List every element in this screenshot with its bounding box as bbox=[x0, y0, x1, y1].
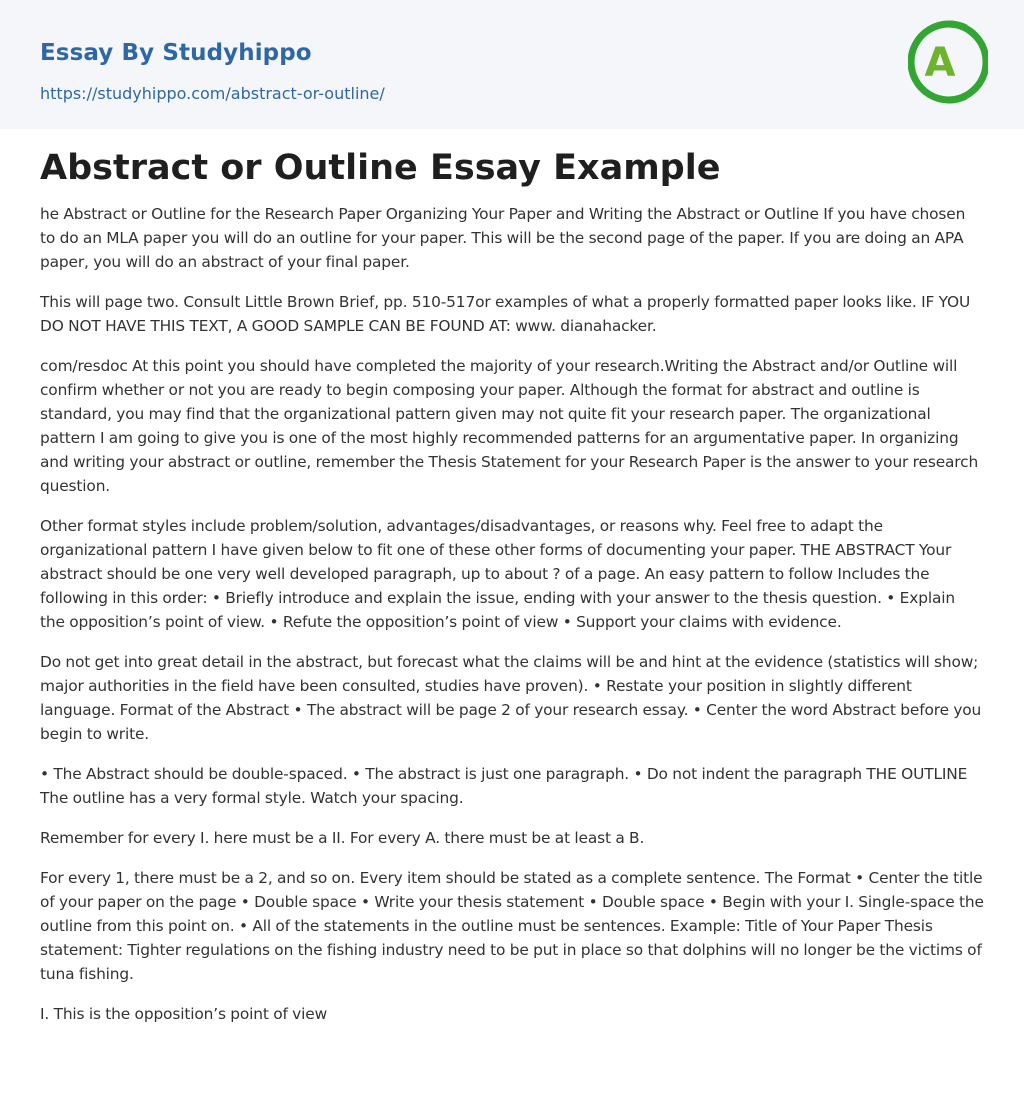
site-header bbox=[0, 0, 1024, 129]
article-paragraph: Do not get into great detail in the abstract, but forecast what the claims will be and hint at the evidence (statistics will show; major authorities in the field have been consulted, studies have proven). • Restate your position in slightly different language. Format of the Abstract • The abstract will be page 2 of your research essay. • Center the word Abstract before you begin to write. bbox=[40, 653, 982, 743]
article-paragraph: Remember for every I. here must be a II. For every A. there must be at least a B. bbox=[40, 829, 645, 847]
article-paragraph: For every 1, there must be a 2, and so on. Every item should be stated as a complete sentence. The Format • Center the title of your paper on the page • Double space • Write your thesis statement • Double space • Begin with your I. Single-space the outline from this point on. • All of the statements in the outline must be sentences. Example: Title of Your Paper Thesis statement: Tighter regulations on the fishing industry need to be put in place so that dolphins will no longer be the victims of tuna fishing. bbox=[40, 869, 984, 983]
article-paragraph: com/resdoc At this point you should have completed the majority of your research.Writing the Abstract and/or Outline will confirm whether or not you are ready to begin composing your paper. Although the format for abstract and outline is standard, you may find that the organizational pattern given may not quite fit your research paper. The organizational pattern I am going to give you is one of the most highly recommended patterns for an argumentative paper. In organizing and writing your abstract or outline, remember the Thesis Statement for your Research Paper is the answer to your research question. bbox=[40, 357, 979, 495]
brand-title[interactable]: Essay By Studyhippo bbox=[40, 40, 312, 66]
article-paragraph: • The Abstract should be double-spaced. • The abstract is just one paragraph. • Do not indent the paragraph THE OUTLINE The outline has a very formal style. Watch your spacing. bbox=[40, 765, 968, 807]
article-paragraph: he Abstract or Outline for the Research Paper Organizing Your Paper and Writing the Abstract or Outline If you have chosen to do an MLA paper you will do an outline for your paper. This will be the second page of the paper. If you are doing an APA paper, you will do an abstract of your final paper. bbox=[40, 205, 966, 271]
article-paragraph: This will page two. Consult Little Brown Brief, pp. 510-517or examples of what a properly formatted paper looks like. IF YOU DO NOT HAVE THIS TEXT, A GOOD SAMPLE CAN BE FOUND AT: www. dianahacker. bbox=[40, 293, 971, 335]
article bbox=[40, 144, 984, 1042]
logo-letter: A bbox=[924, 40, 956, 86]
studyhippo-logo-icon[interactable] bbox=[908, 20, 988, 104]
article-title: Abstract or Outline Essay Example bbox=[40, 148, 721, 188]
article-paragraph: Other format styles include problem/solution, advantages/disadvantages, or reasons why. Feel free to adapt the organizational pattern I have given below to fit one of these other forms of documenting your paper. THE ABSTRACT Your abstract should be one very well developed paragraph, up to about ? of a page. An easy pattern to follow Includes the following in this order: • Briefly introduce and explain the issue, ending with your answer to the thesis question. • Explain the opposition’s point of view. • Refute the opposition’s point of view • Support your claims with evidence. bbox=[40, 517, 955, 631]
page-url-link[interactable]: https://studyhippo.com/abstract-or-outline/ bbox=[40, 84, 385, 103]
article-paragraph: I. This is the opposition’s point of view bbox=[40, 1005, 328, 1023]
